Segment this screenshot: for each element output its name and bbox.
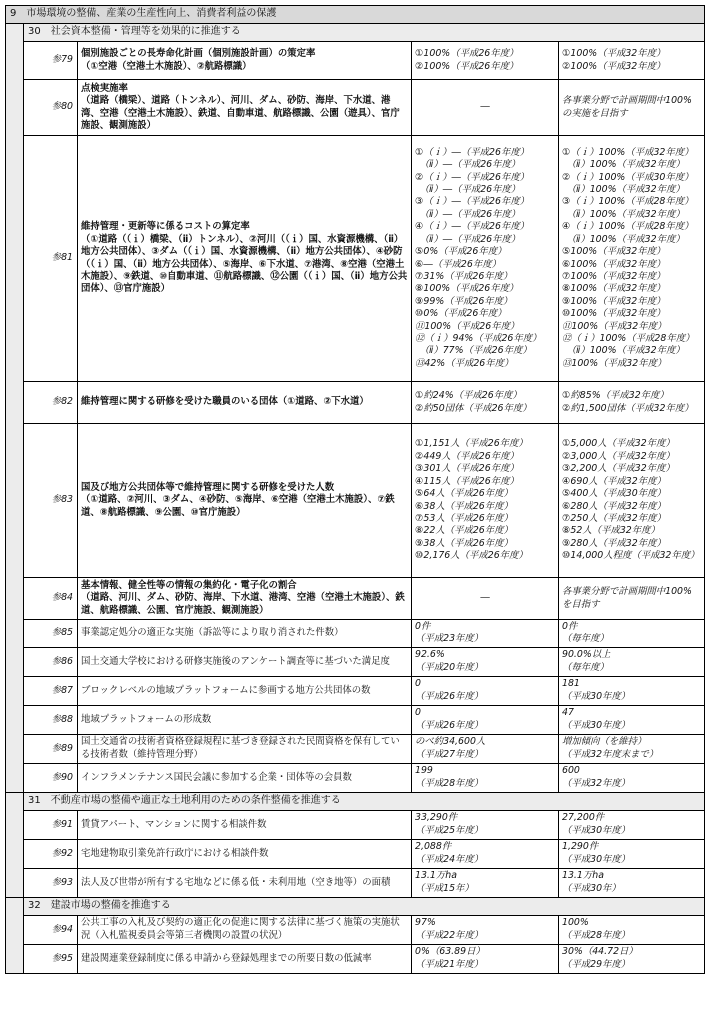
group-header-row <box>6 24 705 42</box>
target-value: 1,290件 （平成30年度） <box>559 839 705 868</box>
indicator-row <box>6 915 705 944</box>
indicator-row <box>6 810 705 839</box>
row-gutter <box>6 80 24 136</box>
target-value: ①約85%（平成32年度） ②約1,500団体（平成32年度） <box>559 382 705 424</box>
indicator-row <box>6 620 705 648</box>
current-value: ①100%（平成26年度） ②100%（平成26年度） <box>412 42 559 80</box>
indicator-description: 国土交通大学校における研修実施後のアンケート調査等に基づいた満足度 <box>78 647 412 676</box>
indicator-description: ブロックレベルの地域プラットフォームに参画する地方公共団体の数 <box>78 676 412 705</box>
current-value: ①約24%（平成26年度） ②約50団体（平成26年度） <box>412 382 559 424</box>
target-value: 47 （平成30年度） <box>559 705 705 734</box>
current-value: ①1,151人（平成26年度） ②449人（平成26年度） ③301人（平成26年度） ④115人（平成26年度） ⑤64人（平成26年度） ⑥38人（平成26年度） ⑦53人（平成26年度） ⑧22人（平成26年度） ⑨38人（平成26年度） ⑩2,176人（平成26年度） <box>412 424 559 578</box>
indicator-description: 法人及び世帯が所有する宅地などに係る低・未利用地（空き地等）の面積 <box>78 868 412 897</box>
indicator-id: 参79 <box>24 42 78 80</box>
group-title: 31 不動産市場の整備や適正な土地利用のための条件整備を推進する <box>24 792 705 810</box>
current-value: 2,088件 （平成24年度） <box>412 839 559 868</box>
indicator-description: 宅地建物取引業免許行政庁における相談件数 <box>78 839 412 868</box>
indicator-row <box>6 424 705 578</box>
target-value: 90.0%以上 （毎年度） <box>559 647 705 676</box>
indicator-description: 基本情報、健全性等の情報の集約化・電子化の割合 （道路、河川、ダム、砂防、海岸、下水道、港湾、空港（空港土木施設）、鉄道、航路標識、公園、官庁施設、観測施設） <box>78 578 412 620</box>
current-value: ― <box>412 578 559 620</box>
current-value: 0 （平成26年度） <box>412 705 559 734</box>
indicator-description: インフラメンテナンス国民会議に参加する企業・団体等の会員数 <box>78 763 412 792</box>
target-value: ①5,000人（平成32年度） ②3,000人（平成32年度） ③2,200人（平成32年度） ④690人（平成32年度） ⑤400人（平成30年度） ⑥280人（平成32年度） ⑦250人（平成32年度） ⑧52人（平成32年度） ⑨280人（平成32年度） ⑩14,000人程度（平成32年度） <box>559 424 705 578</box>
indicator-id: 参91 <box>24 810 78 839</box>
indicator-row <box>6 734 705 763</box>
indicator-table <box>5 5 705 974</box>
indicator-id: 参88 <box>24 705 78 734</box>
indicator-description: 事業認定処分の適正な実施（訴訟等により取り消された件数） <box>78 620 412 648</box>
indicator-row <box>6 839 705 868</box>
row-gutter <box>6 136 24 382</box>
section-header-row <box>6 6 705 24</box>
indicator-sheet <box>5 5 704 974</box>
row-gutter <box>6 676 24 705</box>
indicator-description: 維持管理・更新等に係るコストの算定率 （①道路（（ｉ）橋梁、（ⅱ）トンネル）、②河川（（ｉ）国、水資源機構、（ⅱ）地方公共団体）、③ダム（（ｉ）国、水資源機構、（ⅱ）地方公共団体）、④砂防（（ｉ）国、（ⅱ）地方公共団体）、⑤海岸、⑥下水道、⑦港湾、⑧空港（空港土木施設）、⑨鉄道、⑩自動車道、⑪航路標識、⑫公園（（ｉ）国、（ⅱ）地方公共団体）、⑬官庁施設） <box>78 136 412 382</box>
current-value: ①（ｉ）―（平成26年度） （ⅱ）―（平成26年度） ②（ｉ）―（平成26年度） （ⅱ）―（平成26年度） ③（ｉ）―（平成26年度） （ⅱ）―（平成26年度） ④（ｉ）―（平成26年度） （ⅱ）―（平成26年度） ⑤0%（平成26年度） ⑥―（平成26年度） ⑦31%（平成26年度） ⑧100%（平成26年度） ⑨99%（平成26年度） ⑩0%（平成26年度） ⑪100%（平成26年度） ⑫（ｉ）94%（平成26年度） （ⅱ）77%（平成26年度） ⑬42%（平成26年度） <box>412 136 559 382</box>
target-value: 600 （平成32年度） <box>559 763 705 792</box>
target-value: ①100%（平成32年度） ②100%（平成32年度） <box>559 42 705 80</box>
group-header-row <box>6 897 705 915</box>
row-gutter <box>6 382 24 424</box>
current-value: 92.6% （平成20年度） <box>412 647 559 676</box>
indicator-description: 地域プラットフォームの形成数 <box>78 705 412 734</box>
current-value: 13.1万ha （平成15年） <box>412 868 559 897</box>
row-gutter <box>6 734 24 763</box>
target-value: 27,200件 （平成30年度） <box>559 810 705 839</box>
indicator-id: 参85 <box>24 620 78 648</box>
indicator-description: 国土交通省の技術者資格登録規程に基づき登録された民間資格を保有している技術者数（維持管理分野） <box>78 734 412 763</box>
indicator-description: 建設関連業登録制度に係る申請から登録処理までの所要日数の低減率 <box>78 944 412 973</box>
current-value: ― <box>412 80 559 136</box>
row-gutter <box>6 620 24 648</box>
indicator-row <box>6 136 705 382</box>
indicator-row <box>6 868 705 897</box>
target-value: 各事業分野で計画期間中100%を目指す <box>559 578 705 620</box>
indicator-id: 参94 <box>24 915 78 944</box>
target-value: 各事業分野で計画期間中100%の実施を目指す <box>559 80 705 136</box>
row-gutter <box>6 763 24 792</box>
indicator-row <box>6 382 705 424</box>
indicator-id: 参95 <box>24 944 78 973</box>
row-gutter <box>6 915 24 944</box>
current-value: 33,290件 （平成25年度） <box>412 810 559 839</box>
indicator-row <box>6 705 705 734</box>
row-gutter <box>6 810 24 839</box>
indicator-row <box>6 676 705 705</box>
indicator-description: 維持管理に関する研修を受けた職員のいる団体（①道路、②下水道） <box>78 382 412 424</box>
indicator-id: 参92 <box>24 839 78 868</box>
indicator-description: 賃貸アパート、マンションに関する相談件数 <box>78 810 412 839</box>
indicator-id: 参93 <box>24 868 78 897</box>
group-title: 32 建設市場の整備を推進する <box>24 897 705 915</box>
current-value: 0 （平成26年度） <box>412 676 559 705</box>
target-value: 181 （平成30年度） <box>559 676 705 705</box>
indicator-id: 参83 <box>24 424 78 578</box>
indicator-id: 参87 <box>24 676 78 705</box>
target-value: 増加傾向（を維持） （平成32年度末まで） <box>559 734 705 763</box>
row-gutter <box>6 424 24 578</box>
row-gutter <box>6 647 24 676</box>
row-gutter <box>6 578 24 620</box>
indicator-id: 参89 <box>24 734 78 763</box>
indicator-row <box>6 763 705 792</box>
indicator-row <box>6 578 705 620</box>
group-gutter <box>6 24 24 42</box>
indicator-description: 点検実施率 （道路（橋梁）、道路（トンネル）、河川、ダム、砂防、海岸、下水道、港湾、空港（空港土木施設）、鉄道、自動車道、航路標識、公園（遊具）、官庁施設、観測施設） <box>78 80 412 136</box>
indicator-id: 参82 <box>24 382 78 424</box>
indicator-description: 公共工事の入札及び契約の適正化の促進に関する法律に基づく施策の実施状況（入札監視委員会等第三者機関の設置の状況） <box>78 915 412 944</box>
current-value: 0件 （平成23年度） <box>412 620 559 648</box>
current-value: のべ約34,600人 （平成27年度） <box>412 734 559 763</box>
row-gutter <box>6 839 24 868</box>
row-gutter <box>6 868 24 897</box>
group-header-row <box>6 792 705 810</box>
indicator-id: 参80 <box>24 80 78 136</box>
target-value: ①（ｉ）100%（平成32年度） （ⅱ）100%（平成32年度） ②（ｉ）100%（平成30年度） （ⅱ）100%（平成32年度） ③（ｉ）100%（平成28年度） （ⅱ）100%（平成32年度） ④（ｉ）100%（平成28年度） （ⅱ）100%（平成32年度） ⑤100%（平成32年度） ⑥100%（平成32年度） ⑦100%（平成32年度） ⑧100%（平成32年度） ⑨100%（平成32年度） ⑩100%（平成32年度） ⑪100%（平成32年度） ⑫（ｉ）100%（平成28年度） （ⅱ）100%（平成32年度） ⑬100%（平成32年度） <box>559 136 705 382</box>
group-gutter <box>6 792 24 810</box>
indicator-id: 参90 <box>24 763 78 792</box>
group-title: 30 社会資本整備・管理等を効果的に推進する <box>24 24 705 42</box>
current-value: 199 （平成28年度） <box>412 763 559 792</box>
indicator-id: 参86 <box>24 647 78 676</box>
row-gutter <box>6 705 24 734</box>
indicator-id: 参84 <box>24 578 78 620</box>
current-value: 0%（63.89日） （平成21年度） <box>412 944 559 973</box>
indicator-description: 個別施設ごとの長寿命化計画（個別施設計画）の策定率 （①空港（空港土木施設）、②航路標識） <box>78 42 412 80</box>
target-value: 13.1万ha （平成30年） <box>559 868 705 897</box>
row-gutter <box>6 944 24 973</box>
target-value: 30%（44.72日） （平成29年度） <box>559 944 705 973</box>
indicator-row <box>6 42 705 80</box>
row-gutter <box>6 42 24 80</box>
target-value: 0件 （毎年度） <box>559 620 705 648</box>
indicator-id: 参81 <box>24 136 78 382</box>
indicator-row <box>6 647 705 676</box>
indicator-description: 国及び地方公共団体等で維持管理に関する研修を受けた人数 （①道路、②河川、③ダム、④砂防、⑤海岸、⑥空港（空港土木施設）、⑦鉄道、⑧航路標識、⑨公園、⑩官庁施設） <box>78 424 412 578</box>
current-value: 97% （平成22年度） <box>412 915 559 944</box>
section-title: 9 市場環境の整備、産業の生産性向上、消費者利益の保護 <box>6 6 705 24</box>
group-gutter <box>6 897 24 915</box>
target-value: 100% （平成28年度） <box>559 915 705 944</box>
indicator-row <box>6 944 705 973</box>
indicator-row <box>6 80 705 136</box>
